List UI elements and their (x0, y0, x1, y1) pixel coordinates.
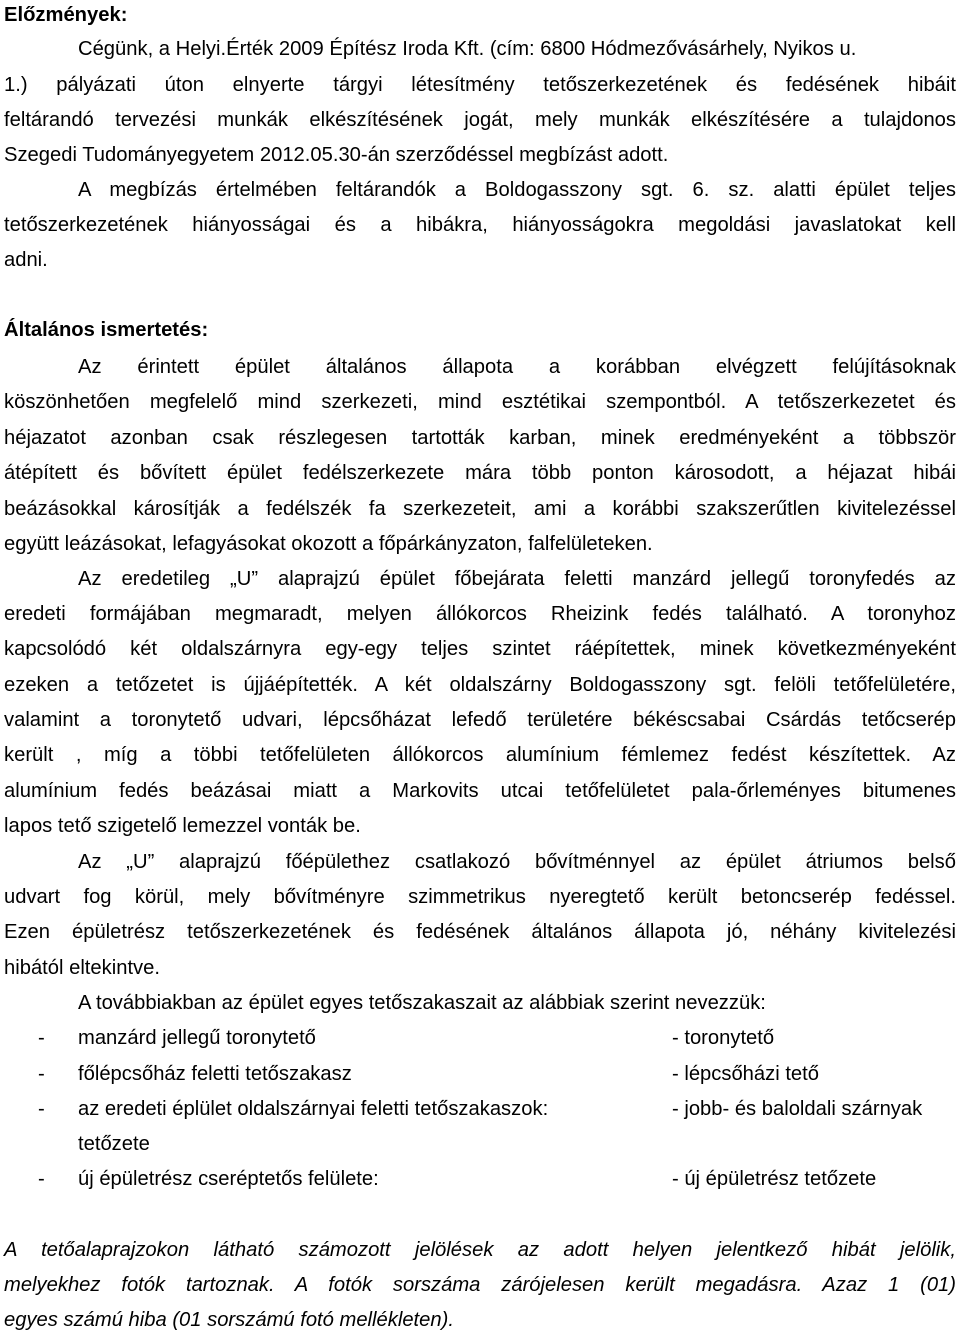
list-dash: - (38, 1098, 45, 1120)
general-line-14: lapos tető szigetelő lemezzel vonták be. (4, 815, 361, 837)
general-line-1: Az érintett épület általános állapota a korábban elvégzett felújításoknak (78, 356, 956, 378)
list-item-continuation: tetőzete (78, 1133, 150, 1155)
general-line-6: együtt leázásokat, lefagyásokat okozott a főpárkányzaton, falfelületeken. (4, 533, 653, 555)
list-item-left: manzárd jellegű toronytető (78, 1027, 316, 1049)
intro-line-5: A megbízás értelmében feltárandók a Boldogasszony sgt. 6. sz. alatti épület teljes (78, 179, 956, 201)
note-line-3: egyes számú hiba (01 sorszámú fotó mellékleten). (4, 1309, 454, 1331)
general-line-18: hibától eltekintve. (4, 957, 160, 979)
general-line-4: átépített és bővített épület fedélszerkezete mára több ponton károsodott, a héjazat hibái (4, 462, 956, 484)
heading-elozmenyek: Előzmények: (4, 4, 128, 26)
intro-line-2: 1.) pályázati úton elnyerte tárgyi létesítmény tetőszerkezetének és fedésének hibáit (4, 74, 956, 96)
general-line-13: alumínium fedés beázásai miatt a Markovits utcai tetőfelületet pala-őrleményes bitumenes (4, 780, 956, 802)
list-item-left: az eredeti éplület oldalszárnyai feletti tetőszakaszok: (78, 1098, 549, 1120)
list-item-right: - jobb- és baloldali szárnyak (672, 1098, 923, 1120)
intro-line-3: feltárandó tervezési munkák elkészítésének jogát, mely munkák elkészítésére a tulajdonos (4, 109, 956, 131)
general-line-17: Ezen épületrész tetőszerkezetének és fedésének általános állapota jó, néhány kivitelezési (4, 921, 956, 943)
note-line-2: melyekhez fotók tartoznak. A fotók sorszáma zárójelesen került megadásra. Azaz 1 (01) (4, 1274, 956, 1296)
general-line-9: kapcsolódó két oldalszárnyra egy-egy teljes szintet ráépítettek, minek következményeként (4, 638, 956, 660)
intro-line-1: Cégünk, a Helyi.Érték 2009 Építész Iroda Kft. (cím: 6800 Hódmezővásárhely, Nyikos u. (78, 38, 857, 60)
general-line-8: eredeti formájában megmaradt, melyen állókorcos Rheizink fedés található. A toronyhoz (4, 603, 956, 625)
note-line-1: A tetőalaprajzokon látható számozott jelölések az adott helyen jelentkező hibát jelölik, (4, 1239, 956, 1261)
list-dash: - (38, 1063, 45, 1085)
general-line-3: héjazatot azonban csak részlegesen tartották karban, minek eredményeként a többször (4, 427, 956, 449)
heading-altalanos: Általános ismertetés: (4, 319, 209, 341)
list-dash: - (38, 1027, 45, 1049)
intro-line-7: adni. (4, 249, 48, 271)
intro-line-4: Szegedi Tudományegyetem 2012.05.30-án szerződéssel megbízást adott. (4, 144, 669, 166)
general-line-2: köszönhetően megfelelő mind szerkezeti, mind esztétikai szempontból. A tetőszerkezetet és (4, 391, 956, 413)
intro-line-6: tetőszerkezetének hiányosságai és a hibákra, hiányosságokra megoldási javaslatokat kell (4, 214, 956, 236)
list-item-right: - új épületrész tetőzete (672, 1168, 877, 1190)
list-dash: - (38, 1168, 45, 1190)
general-line-19: A továbbiakban az épület egyes tetőszakaszait az alábbiak szerint nevezzük: (78, 992, 766, 1014)
general-line-15: Az „U” alaprajzú főépülethez csatlakozó bővítménnyel az épület átriumos belső (78, 851, 956, 873)
list-item-left: új épületrész cseréptetős felülete: (78, 1168, 379, 1190)
general-line-5: beázásokkal károsítják a fedélszék fa szerkezeteit, ami a korábbi szakszerűtlen kivitelezéssel (4, 498, 956, 520)
general-line-12: került , míg a többi tetőfelületen állókorcos alumínium fémlemez fedést készítettek. Az (4, 744, 956, 766)
list-item-right: - toronytető (672, 1027, 775, 1049)
list-item-left: főlépcsőház feletti tetőszakasz (78, 1063, 352, 1085)
general-line-10: ezeken a tetőzetet is újjáépítették. A két oldalszárny Boldogasszony sgt. felöli tetőfelületére, (4, 674, 956, 696)
general-line-7: Az eredetileg „U” alaprajzú épület főbejárata feletti manzárd jellegű toronyfedés az (78, 568, 956, 590)
list-item-right: - lépcsőházi tető (672, 1063, 820, 1085)
general-line-16: udvart fog körül, mely bővítményre szimmetrikus nyeregtető került betoncserép fedéssel. (4, 886, 956, 908)
general-line-11: valamint a toronytető udvari, lépcsőházat lefedő területére békéscsabai Csárdás tetőcserép (4, 709, 956, 731)
